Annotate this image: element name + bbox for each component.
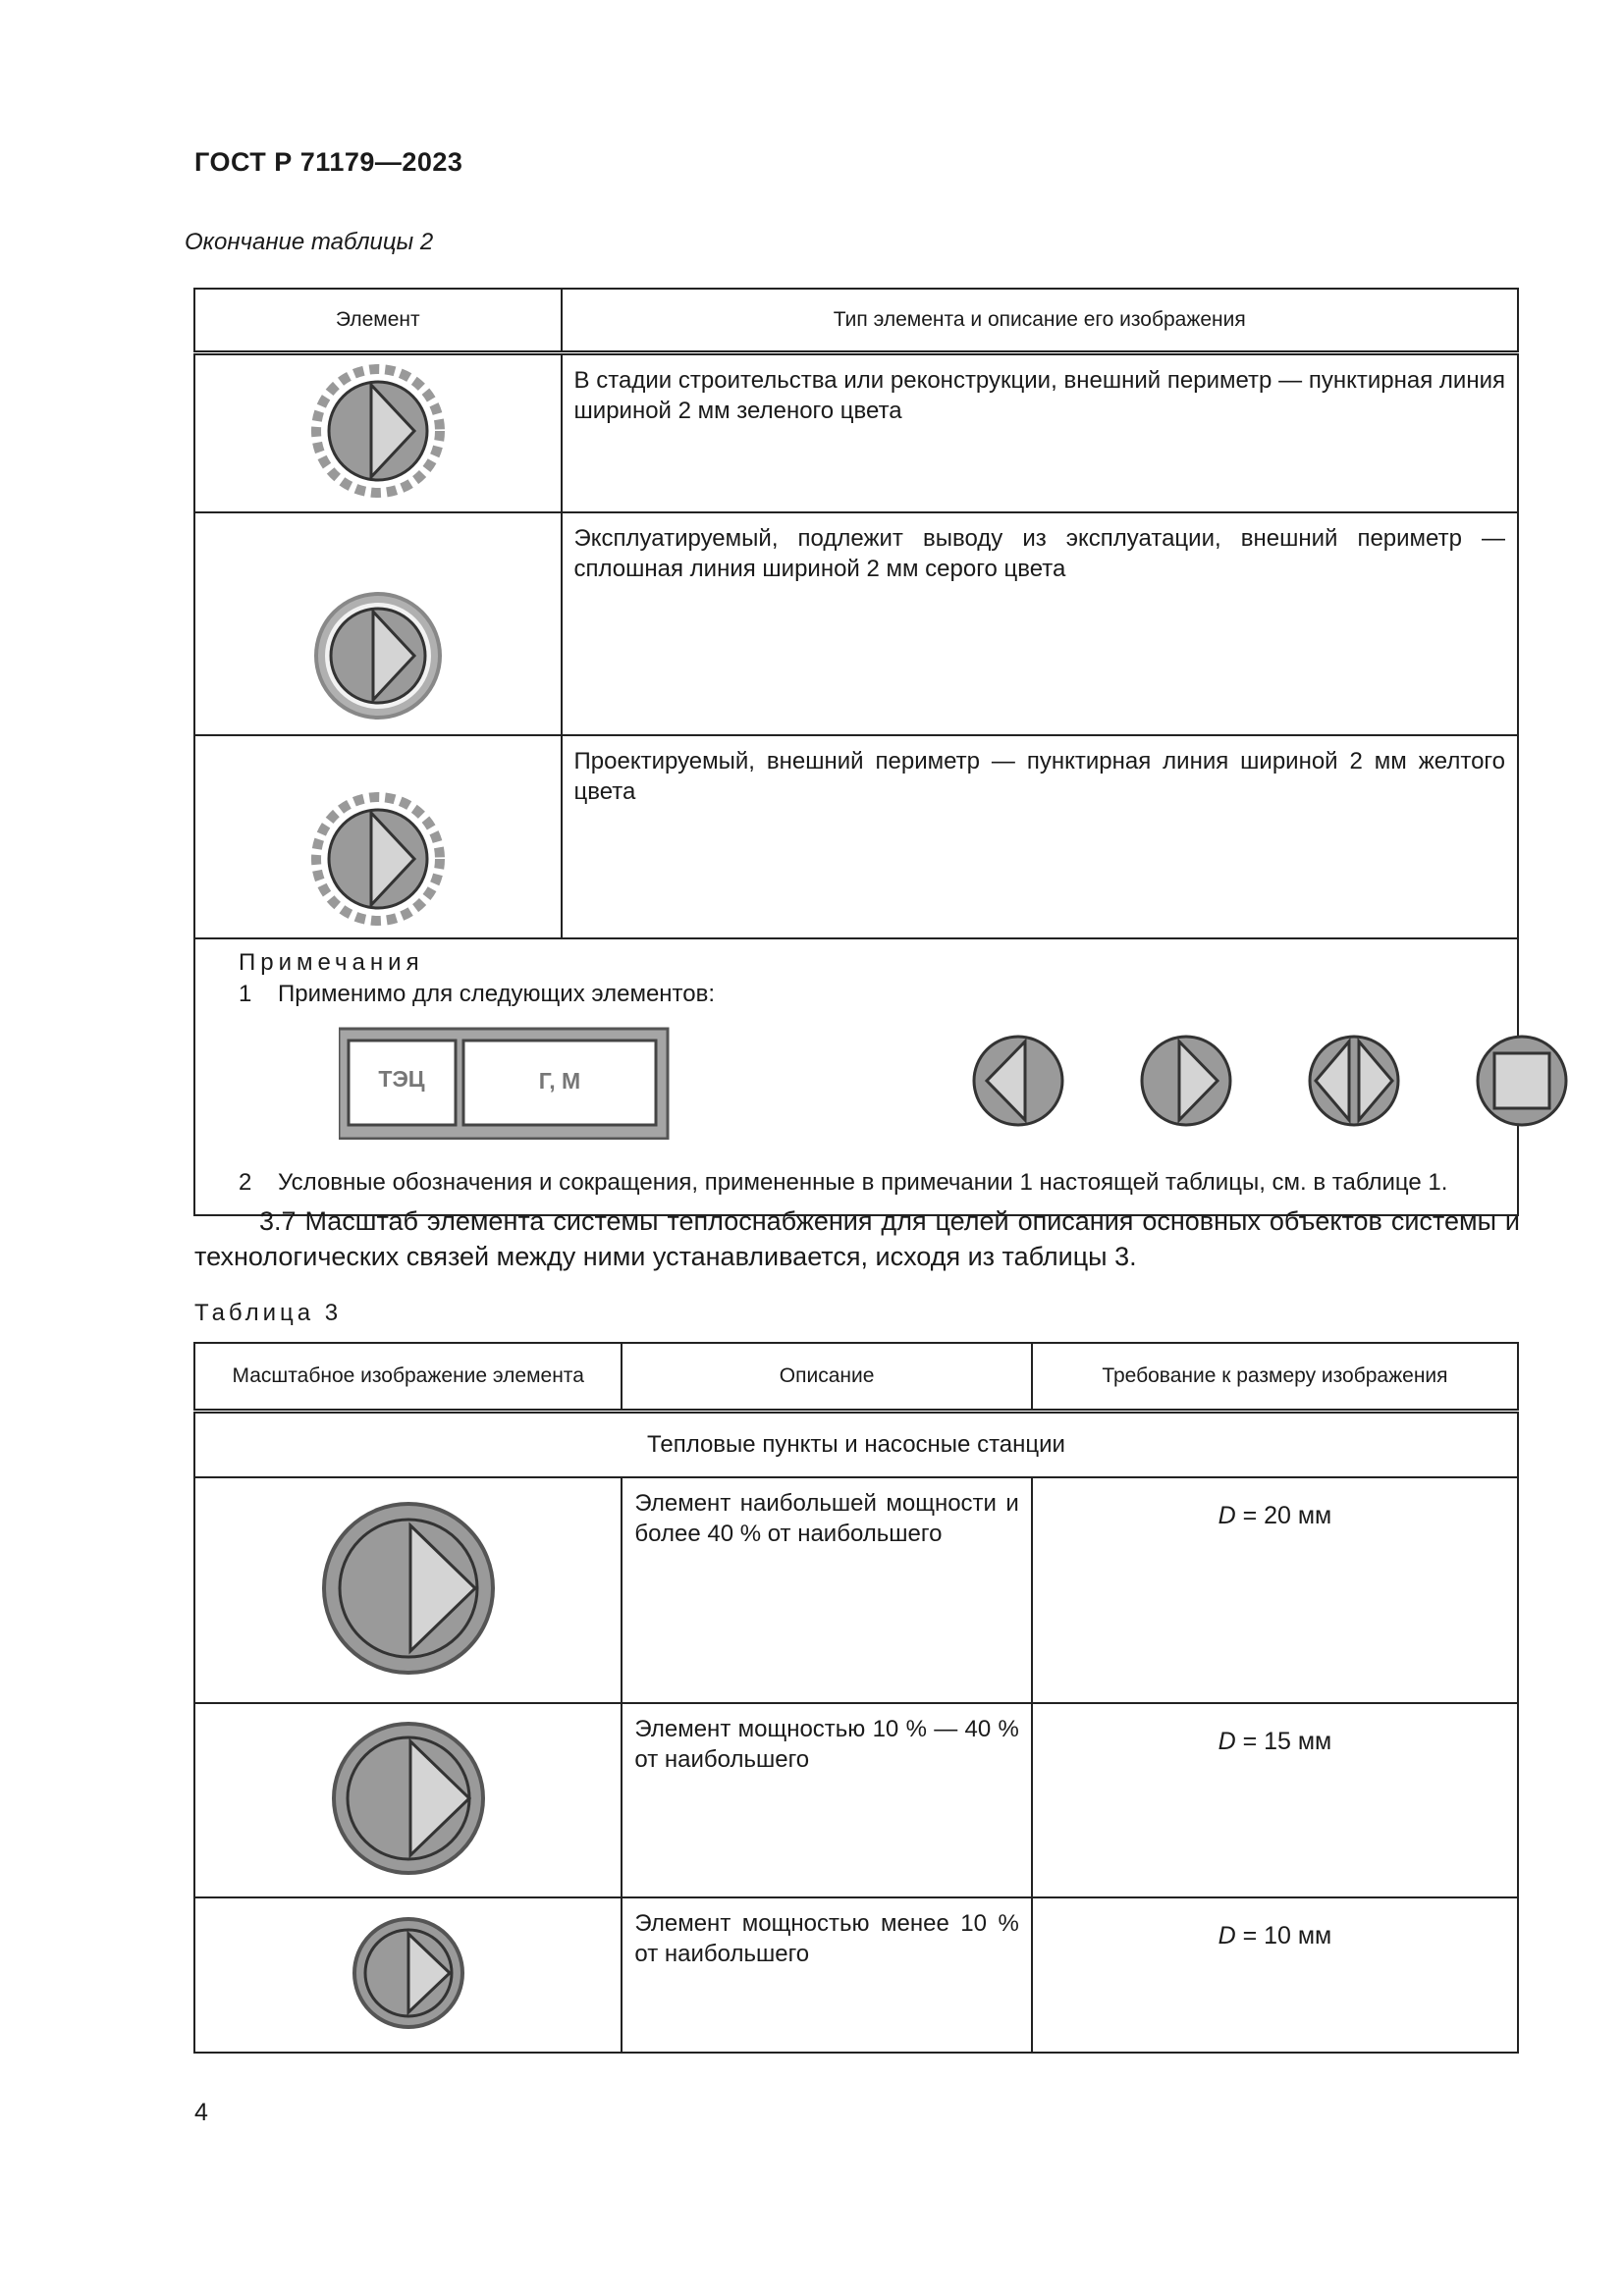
table-2 [193, 288, 1519, 1216]
table2-icon-cell [194, 512, 562, 735]
small-element-icon [352, 1916, 465, 2030]
table3-icon-cell [194, 1897, 622, 2053]
table3-group-title: Тепловые пункты и насосные станции [194, 1412, 1518, 1478]
page-number: 4 [194, 2099, 208, 2126]
table-3-caption: Таблица 3 [194, 1300, 343, 1326]
note-1-number: 1 [239, 980, 252, 1007]
table3-header-size: Требование к размеру изображения [1032, 1343, 1518, 1412]
size-value: = 15 мм [1235, 1728, 1332, 1755]
table3-header-image: Масштабное изображение элемента [194, 1343, 622, 1412]
projected-element-icon [304, 785, 452, 933]
left-triangle-circle-icon [974, 1037, 1062, 1125]
gm-label: Г, М [538, 1067, 581, 1094]
table3-description: Элемент наибольшей мощности и более 40 % от наибольшего [622, 1477, 1031, 1703]
paragraph-3-7-text: 3.7 Масштаб элемента системы теплоснабжения для целей описания основных объектов системы и технологических связей между ними устанавливается, исходя из таблицы 3. [194, 1206, 1520, 1271]
table3-size-requirement [1032, 1477, 1518, 1703]
table2-header-element: Элемент [194, 289, 562, 353]
note1-element-icons [339, 1022, 1596, 1140]
table2-icon-cell [194, 353, 562, 512]
table3-header-description: Описание [622, 1343, 1031, 1412]
table2-header-description: Тип элемента и описание его изображения [562, 289, 1518, 353]
size-value: = 10 мм [1235, 1922, 1332, 1949]
operating-element-icon [304, 582, 452, 729]
note-1 [239, 981, 715, 1008]
tec-label-block-icon [339, 1029, 668, 1139]
table2-notes [194, 938, 1518, 1215]
table2-icon-cell [194, 735, 562, 938]
note1-elements [339, 1022, 1596, 1147]
table3-size-requirement [1032, 1703, 1518, 1897]
note-2-number: 2 [239, 1168, 252, 1196]
table-3 [193, 1342, 1519, 2054]
table3-size-requirement [1032, 1897, 1518, 2053]
note-2 [239, 1169, 1447, 1197]
note-1-text: Применимо для следующих элементов: [278, 980, 716, 1007]
table2-description: Проектируемый, внешний периметр — пунктирная линия шириной 2 мм желтого цвета [562, 735, 1518, 938]
construction-element-icon [304, 357, 452, 505]
tec-label: ТЭЦ [378, 1065, 425, 1092]
table3-icon-cell [194, 1477, 622, 1703]
note-2-text: Условные обозначения и сокращения, примененные в примечании 1 настоящей таблицы, см. в таблице 1. [278, 1168, 1448, 1196]
size-value: = 20 мм [1235, 1502, 1332, 1529]
table2-description: Эксплуатируемый, подлежит выводу из эксплуатации, внешний периметр — сплошная линия шириной 2 мм серого цвета [562, 512, 1518, 735]
paragraph-3-7 [194, 1203, 1520, 1274]
size-var: D [1218, 1502, 1236, 1529]
table3-description: Элемент мощностью 10 % — 40 % от наибольшего [622, 1703, 1031, 1897]
table-continuation-caption: Окончание таблицы 2 [185, 229, 434, 255]
size-var: D [1218, 1728, 1236, 1755]
double-triangle-circle-icon [1310, 1037, 1398, 1125]
size-var: D [1218, 1922, 1236, 1949]
table3-icon-cell [194, 1703, 622, 1897]
right-triangle-circle-icon [1142, 1037, 1230, 1125]
large-element-icon [320, 1500, 497, 1677]
table2-description: В стадии строительства или реконструкции, внешний периметр — пунктирная линия шириной 2 мм зеленого цвета [562, 353, 1518, 512]
document-code: ГОСТ Р 71179—2023 [194, 147, 463, 177]
medium-element-icon [330, 1720, 487, 1877]
square-circle-icon [1478, 1037, 1566, 1125]
notes-title: Примечания [239, 948, 424, 976]
table3-description: Элемент мощностью менее 10 % от наибольшего [622, 1897, 1031, 2053]
